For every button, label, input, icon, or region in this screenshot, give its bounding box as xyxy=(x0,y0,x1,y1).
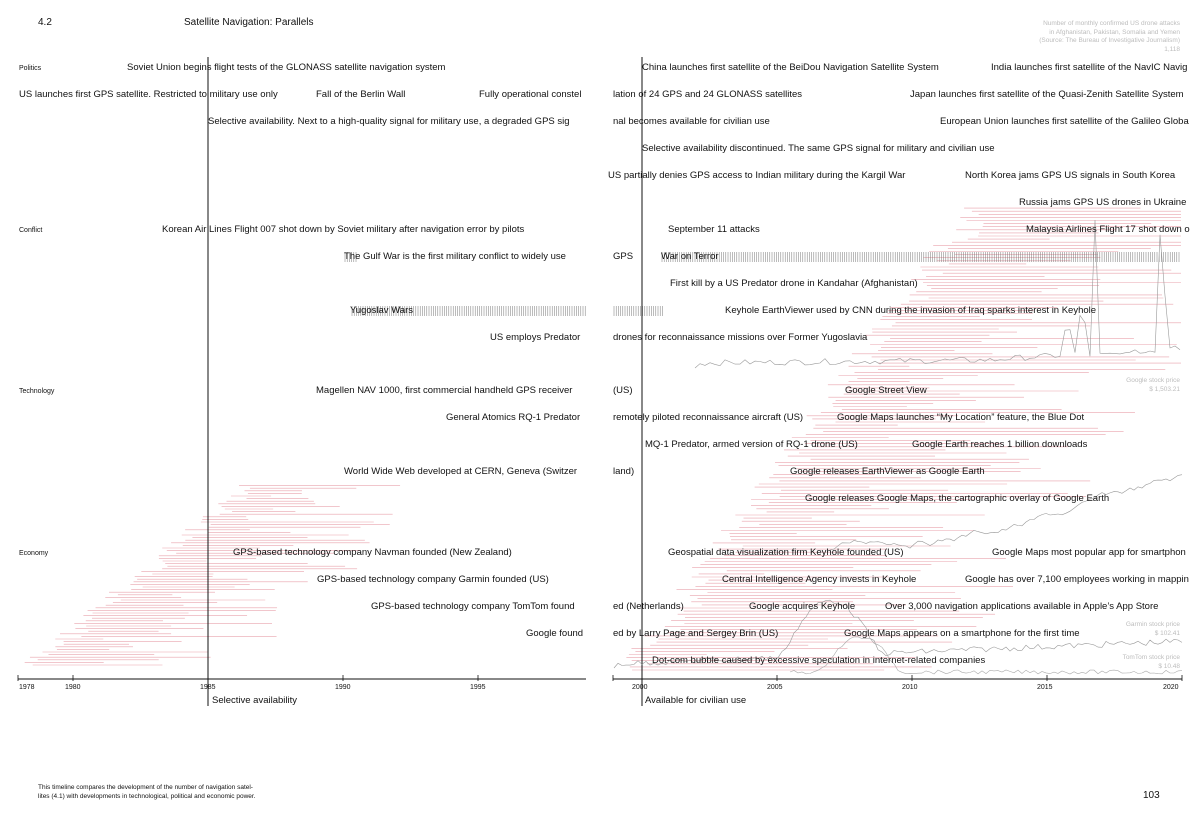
event-galileo-launch: European Union launches first satellite of the Galileo Globa xyxy=(940,116,1189,127)
event-mq1-predator: MQ-1 Predator, armed version of RQ-1 drone (US) xyxy=(645,439,858,450)
event-earth-billion: Google Earth reaches 1 billion downloads xyxy=(912,439,1088,450)
event-google-employees: Google has over 7,100 employees working in mappin xyxy=(965,574,1189,585)
event-september-11: September 11 attacks xyxy=(668,224,760,235)
event-garmin-founded: GPS-based technology company Garmin founded (US) xyxy=(317,574,549,585)
google-stock-value: $ 1,503.21 xyxy=(1149,385,1180,393)
garmin-stock-label: Garmin stock price xyxy=(1125,621,1180,628)
event-google-acquires-keyhole: Google acquires Keyhole xyxy=(749,601,856,612)
tomtom-stock-label: TomTom stock price xyxy=(1122,654,1180,661)
event-sa-discontinued: Selective availability discontinued. The same GPS signal for military and civilian use xyxy=(642,143,995,154)
category-technology: Technology xyxy=(19,388,55,395)
event-predator-yugoslavia-b: drones for reconnaissance missions over Former Yugoslavia xyxy=(613,332,868,343)
garmin-stock-value: $ 102.41 xyxy=(1154,629,1180,637)
drone-annotation-sub2: (Source: The Bureau of Investigative Journalism) xyxy=(1039,37,1180,44)
category-conflict: Conflict xyxy=(19,227,43,234)
event-app-store: Over 3,000 navigation applications available in Apple’s App Store xyxy=(885,601,1159,612)
marker-civilian-use: Available for civilian use xyxy=(645,695,747,706)
tomtom-stock-value: $ 10.48 xyxy=(1158,662,1180,670)
event-gulf-war-b: GPS xyxy=(613,251,634,262)
tomtom-stock-annotation xyxy=(1123,654,1180,671)
tick-1978: 1978 xyxy=(19,684,35,691)
category-economy: Economy xyxy=(19,550,49,557)
tick-2000: 2000 xyxy=(632,684,648,691)
page-title: Satellite Navigation: Parallels xyxy=(184,17,314,28)
event-google-maps-release: Google releases Google Maps, the cartographic overlay of Google Earth xyxy=(805,493,1110,504)
event-glonass-tests: Soviet Union begins flight tests of the GLONASS satellite navigation system xyxy=(127,62,446,73)
event-google-founded-a: Google found xyxy=(526,628,584,639)
event-dotcom-bubble: Dot-com bubble caused by excessive speculation in internet-related companies xyxy=(652,655,986,666)
google-stock-annotation xyxy=(1126,377,1180,394)
tick-1990: 1990 xyxy=(335,684,351,691)
event-first-gps: US launches first GPS satellite. Restricted to military use only xyxy=(19,89,278,100)
event-www-a: World Wide Web developed at CERN, Geneva (Switzer xyxy=(344,466,578,477)
event-street-view: Google Street View xyxy=(845,385,927,396)
event-google-founded-b: ed by Larry Page and Sergey Brin (US) xyxy=(613,628,779,639)
marker-selective-availability: Selective availability xyxy=(212,695,298,706)
event-full-constellation-a: Fully operational constel xyxy=(479,89,582,100)
tick-2020: 2020 xyxy=(1163,684,1179,691)
event-predator-yugoslavia-a: US employs Predator xyxy=(490,332,581,343)
tick-1980: 1980 xyxy=(65,684,81,691)
event-first-drone-kill: First kill by a US Predator drone in Kandahar (Afghanistan) xyxy=(670,278,918,289)
event-navic-launch: India launches first satellite of the NavIC Navig xyxy=(991,62,1188,73)
tick-2015: 2015 xyxy=(1037,684,1053,691)
event-rq1-predator-a: General Atomics RQ-1 Predator xyxy=(446,412,581,423)
category-politics: Politics xyxy=(19,65,42,72)
event-tomtom-founded-b: ed (Netherlands) xyxy=(613,601,684,612)
event-kargil-denial: US partially denies GPS access to Indian military during the Kargil War xyxy=(608,170,906,181)
event-magellan-b: (US) xyxy=(613,385,633,396)
event-selective-availability-a: Selective availability. Next to a high-quality signal for military use, a degraded GPS sig xyxy=(208,116,570,127)
event-rq1-predator-b: remotely piloted reconnaissance aircraft (US) xyxy=(613,412,804,423)
event-magellan-a: Magellen NAV 1000, first commercial handheld GPS receiver xyxy=(316,385,573,396)
tick-2005: 2005 xyxy=(767,684,783,691)
event-north-korea-jams: North Korea jams GPS US signals in South Korea xyxy=(965,170,1176,181)
caption-line-1: This timeline compares the development of the number of navigation satel- xyxy=(38,784,253,791)
event-war-on-terror: War on Terror xyxy=(661,251,719,262)
garmin-stock-annotation xyxy=(1126,621,1180,638)
event-berlin-wall: Fall of the Berlin Wall xyxy=(316,89,406,100)
event-beidou-launch: China launches first satellite of the BeiDou Navigation Satellite System xyxy=(642,62,939,73)
drone-annotation-value: 1,118 xyxy=(1164,45,1180,53)
event-qzss-launch: Japan launches first satellite of the Quasi-Zenith Satellite System xyxy=(910,89,1184,100)
event-yugoslav-wars: Yugoslav Wars xyxy=(350,305,414,316)
caption-line-2: lites (4.1) with developments in technological, political and economic power. xyxy=(38,793,256,800)
event-tomtom-founded-a: GPS-based technology company TomTom found xyxy=(371,601,575,612)
tick-2010: 2010 xyxy=(902,684,918,691)
drone-annotation-sub1: in Afghanistan, Pakistan, Somalia and Yemen xyxy=(1049,28,1180,36)
event-mh17: Malaysia Airlines Flight 17 shot down o xyxy=(1026,224,1190,235)
event-full-constellation-b: lation of 24 GPS and 24 GLONASS satellites xyxy=(613,89,803,100)
event-maps-smartphone: Google Maps appears on a smartphone for the first time xyxy=(844,628,1080,639)
page-number: 103 xyxy=(1143,790,1160,801)
drone-attacks-annotation xyxy=(1039,20,1180,54)
event-blue-dot: Google Maps launches “My Location” feature, the Blue Dot xyxy=(837,412,1085,423)
event-navman-founded: GPS-based technology company Navman founded (New Zealand) xyxy=(233,547,512,558)
section-number: 4.2 xyxy=(38,17,52,28)
event-google-earth-release: Google releases EarthViewer as Google Earth xyxy=(790,466,985,477)
event-cia-keyhole: Central Intelligence Agency invests in Keyhole xyxy=(722,574,917,585)
google-stock-line xyxy=(830,475,1182,550)
event-maps-popular: Google Maps most popular app for smartphon xyxy=(992,547,1186,558)
tick-1995: 1995 xyxy=(470,684,486,691)
event-keyhole-cnn: Keyhole EarthViewer used by CNN during the invasion of Iraq sparks interest in Keyhole xyxy=(725,305,1097,316)
event-russia-jams: Russia jams GPS US drones in Ukraine xyxy=(1019,197,1187,208)
event-selective-availability-b: nal becomes available for civilian use xyxy=(613,116,770,127)
tick-1985: 1985 xyxy=(200,684,216,691)
event-gulf-war-a: The Gulf War is the first military conflict to widely use xyxy=(344,251,566,262)
caption xyxy=(38,783,256,801)
event-www-b: land) xyxy=(613,466,635,477)
event-kal007: Korean Air Lines Flight 007 shot down by Soviet military after navigation error by pilots xyxy=(162,224,525,235)
drone-annotation-title: Number of monthly confirmed US drone attacks xyxy=(1043,20,1180,27)
google-stock-label: Google stock price xyxy=(1126,377,1180,384)
event-keyhole-founded: Geospatial data visualization firm Keyhole founded (US) xyxy=(668,547,904,558)
